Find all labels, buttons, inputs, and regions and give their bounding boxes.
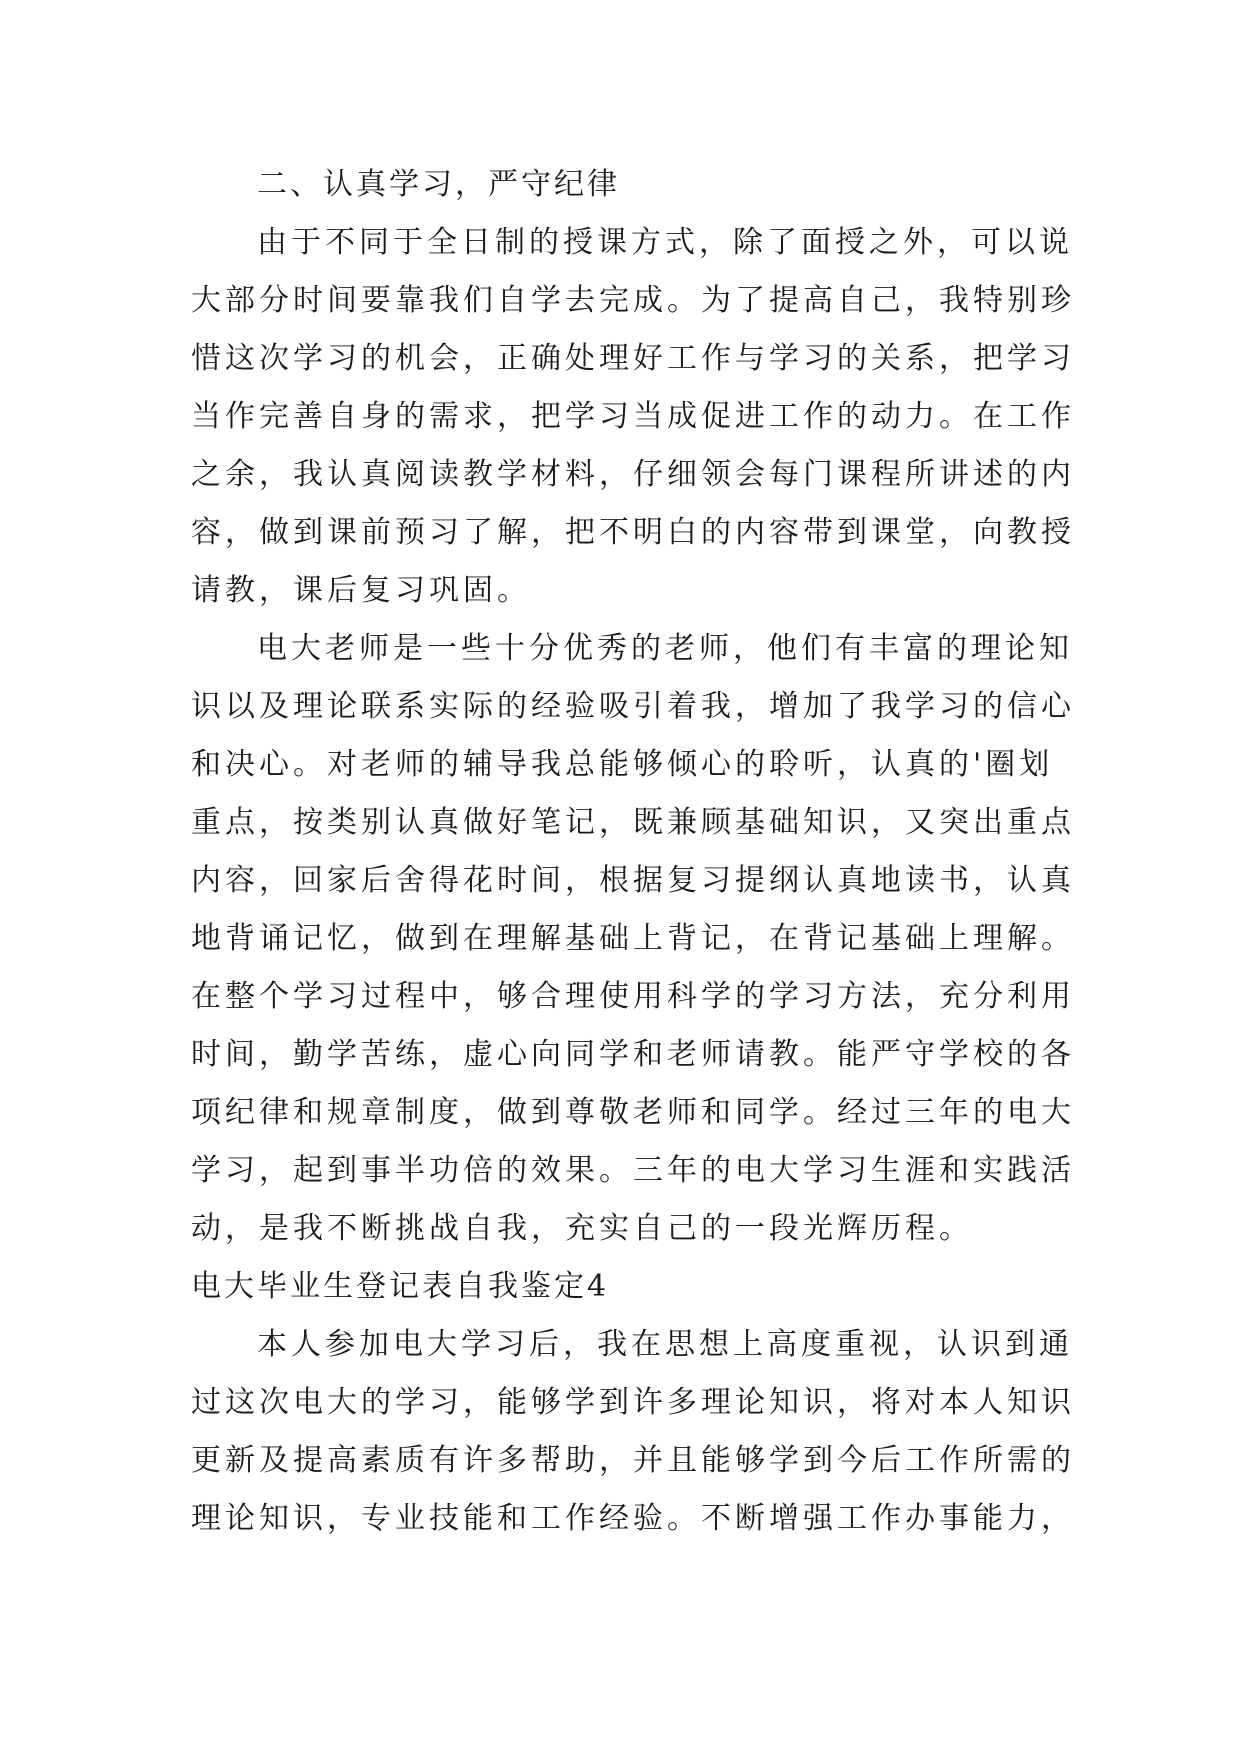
paragraph-line: 重点，按类别认真做好笔记，既兼顾基础知识，又突出重点 — [191, 805, 1075, 840]
paragraph-line: 由于不同于全日制的授课方式，除了面授之外，可以说 — [257, 225, 1073, 260]
paragraph-line: 惜这次学习的机会，正确处理好工作与学习的关系，把学习 — [191, 341, 1075, 376]
paragraph-line: 更新及提高素质有许多帮助，并且能够学到今后工作所需的 — [191, 1443, 1075, 1478]
document-body — [191, 156, 1075, 1548]
paragraph-line: 内容，回家后舍得花时间，根据复习提纲认真地读书，认真 — [191, 863, 1075, 898]
document-title: 电大毕业生登记表自我鉴定4 — [191, 1269, 610, 1304]
paragraph-line: 识以及理论联系实际的经验吸引着我，增加了我学习的信心 — [191, 689, 1075, 724]
paragraph-line: 过这次电大的学习，能够学到许多理论知识，将对本人知识 — [191, 1385, 1075, 1420]
paragraph-line: 大部分时间要靠我们自学去完成。为了提高自己，我特别珍 — [191, 283, 1075, 318]
paragraph-line: 时间，勤学苦练，虚心向同学和老师请教。能严守学校的各 — [191, 1037, 1075, 1072]
paragraph-line: 电大老师是一些十分优秀的老师，他们有丰富的理论知 — [257, 631, 1073, 666]
paragraph-line: 和决心。对老师的辅导我总能够倾心的聆听，认真的'圈划 — [191, 747, 1054, 782]
paragraph-line: 当作完善自身的需求，把学习当成促进工作的动力。在工作 — [191, 399, 1075, 434]
paragraph-line: 项纪律和规章制度，做到尊敬老师和同学。经过三年的电大 — [191, 1095, 1075, 1130]
paragraph-line: 学习，起到事半功倍的效果。三年的电大学习生涯和实践活 — [191, 1153, 1075, 1188]
paragraph-line: 地背诵记忆，做到在理解基础上背记，在背记基础上理解。 — [191, 921, 1075, 956]
paragraph-line: 容，做到课前预习了解，把不明白的内容带到课堂，向教授 — [191, 515, 1075, 550]
paragraph-line: 本人参加电大学习后，我在思想上高度重视，认识到通 — [257, 1327, 1073, 1362]
paragraph-line: 请教，课后复习巩固。 — [191, 573, 531, 608]
paragraph-line: 理论知识，专业技能和工作经验。不断增强工作办事能力， — [191, 1501, 1075, 1536]
paragraph-line: 在整个学习过程中，够合理使用科学的学习方法，充分利用 — [191, 979, 1075, 1014]
paragraph-line: 动，是我不断挑战自我，充实自己的一段光辉历程。 — [191, 1211, 973, 1246]
section-heading: 二、认真学习，严守纪律 — [257, 167, 620, 202]
paragraph-line: 之余，我认真阅读教学材料，仔细领会每门课程所讲述的内 — [191, 457, 1075, 492]
